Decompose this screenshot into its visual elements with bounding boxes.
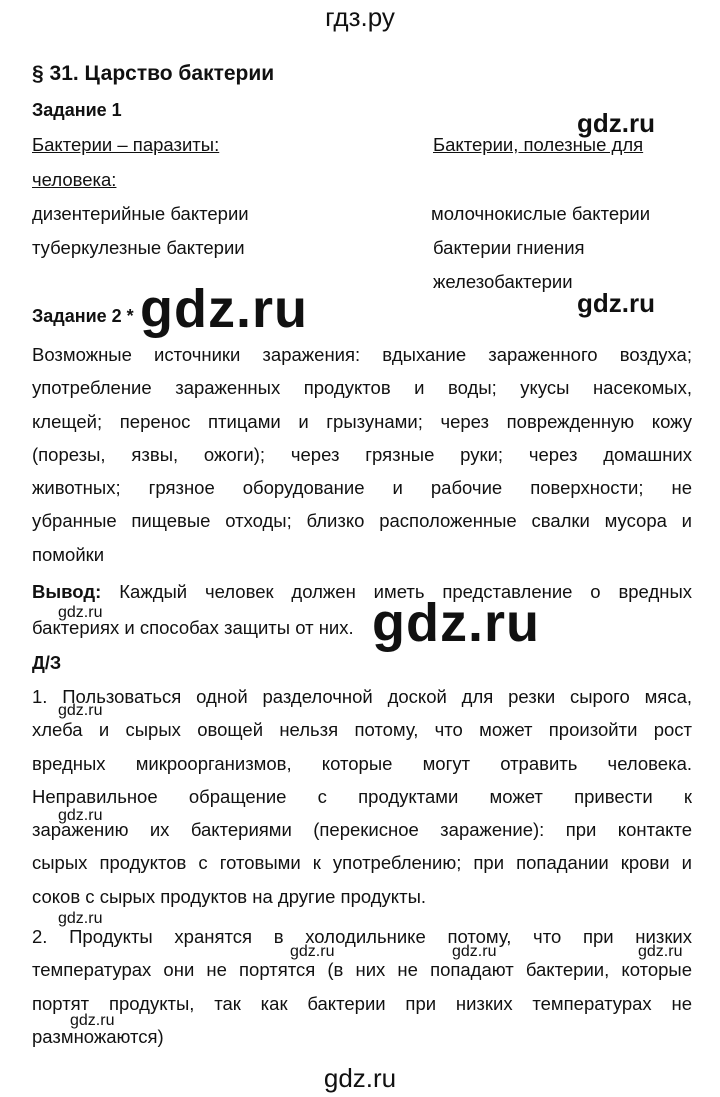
homework-line: Неправильное обращение с продуктами может привести к: [32, 785, 692, 807]
watermark: gdz.ru: [452, 943, 497, 960]
task1-left-item: дизентерийные бактерии: [32, 203, 249, 224]
task2-line: убранные пищевые отходы; близко расположенные свалки мусора и: [32, 510, 692, 532]
task1-right-header-cont: человека:: [32, 169, 117, 190]
conclusion-text: Каждый человек должен иметь представление о вредных: [119, 581, 692, 602]
watermark: gdz.ru: [58, 910, 103, 927]
watermark: gdz.ru: [58, 702, 103, 719]
homework-line: заражению их бактериями (перекисное заражение): при контакте: [32, 819, 692, 841]
conclusion-label: Вывод:: [32, 581, 102, 602]
watermark: gdz.ru: [58, 604, 103, 621]
task1-right-item: молочнокислые бактерии: [431, 203, 651, 224]
task2-line: животных; грязное оборудование и рабочие поверхности; не: [32, 477, 692, 499]
watermark: gdz.ru: [638, 943, 683, 960]
task1-left-header: Бактерии – паразиты:: [32, 134, 220, 155]
task2-line: употребление зараженных продуктов и воды; укусы насекомых,: [32, 377, 692, 399]
homework-line: сырых продуктов с готовыми к употреблению; при попадании крови и: [32, 852, 692, 874]
watermark: gdz.ru: [372, 593, 540, 653]
task1-left-item: туберкулезные бактерии: [32, 237, 245, 258]
watermark: gdz.ru: [58, 807, 103, 824]
section-title: § 31. Царство бактерии: [32, 62, 275, 85]
homework-item-1: [32, 680, 692, 913]
site-header-label: гдз.ру: [325, 2, 395, 32]
watermark: gdz.ru: [290, 943, 335, 960]
task1-right-item: бактерии гниения: [433, 237, 585, 258]
homework-line: 2. Продукты хранятся в холодильнике потому, что при низких: [32, 926, 692, 947]
task1-right-item: железобактерии: [433, 271, 573, 292]
watermark: gdz.ru: [140, 279, 308, 339]
watermark: gdz.ru: [577, 288, 655, 318]
task2-line: (порезы, язвы, ожоги); через грязные руки; через домашних: [32, 443, 692, 465]
homework-line: 1. Пользоваться одной разделочной доской для резки сырого мяса,: [32, 686, 692, 707]
site-footer-label: gdz.ru: [323, 1063, 397, 1093]
conclusion-line-2: бактериях и способах защиты от них.: [32, 617, 354, 638]
homework-line: размножаются): [32, 1025, 164, 1047]
watermark: gdz.ru: [577, 108, 655, 138]
homework-line: портят продукты, так как бактерии при низких температурах не: [32, 992, 692, 1014]
watermark: gdz.ru: [70, 1012, 115, 1029]
homework-line: соков с сырых продуктов на другие продукты.: [32, 885, 427, 907]
task1-heading: Задание 1: [32, 100, 122, 120]
task1-right-header: Бактерии, полезные для: [433, 134, 644, 155]
task2-line: помойки: [32, 543, 105, 565]
homework-heading: Д/З: [32, 653, 62, 673]
homework-item-2: [32, 920, 692, 1053]
task2-paragraph: [32, 338, 692, 571]
task2-line: Возможные источники заражения: вдыхание зараженного воздуха;: [32, 344, 692, 365]
homework-line: вредных микроорганизмов, которые могут отравить человека.: [32, 752, 692, 774]
homework-line: хлеба и сырых овощей нельзя потому, что может произойти рост: [32, 719, 692, 741]
homework-line: температурах они не портятся (в них не попадают бактерии, которые: [32, 959, 692, 981]
task2-line: клещей; перенос птицами и грызунами; через поврежденную кожу: [32, 410, 692, 432]
conclusion-line-1: [32, 580, 692, 604]
task2-heading: Задание 2 *: [32, 306, 134, 326]
